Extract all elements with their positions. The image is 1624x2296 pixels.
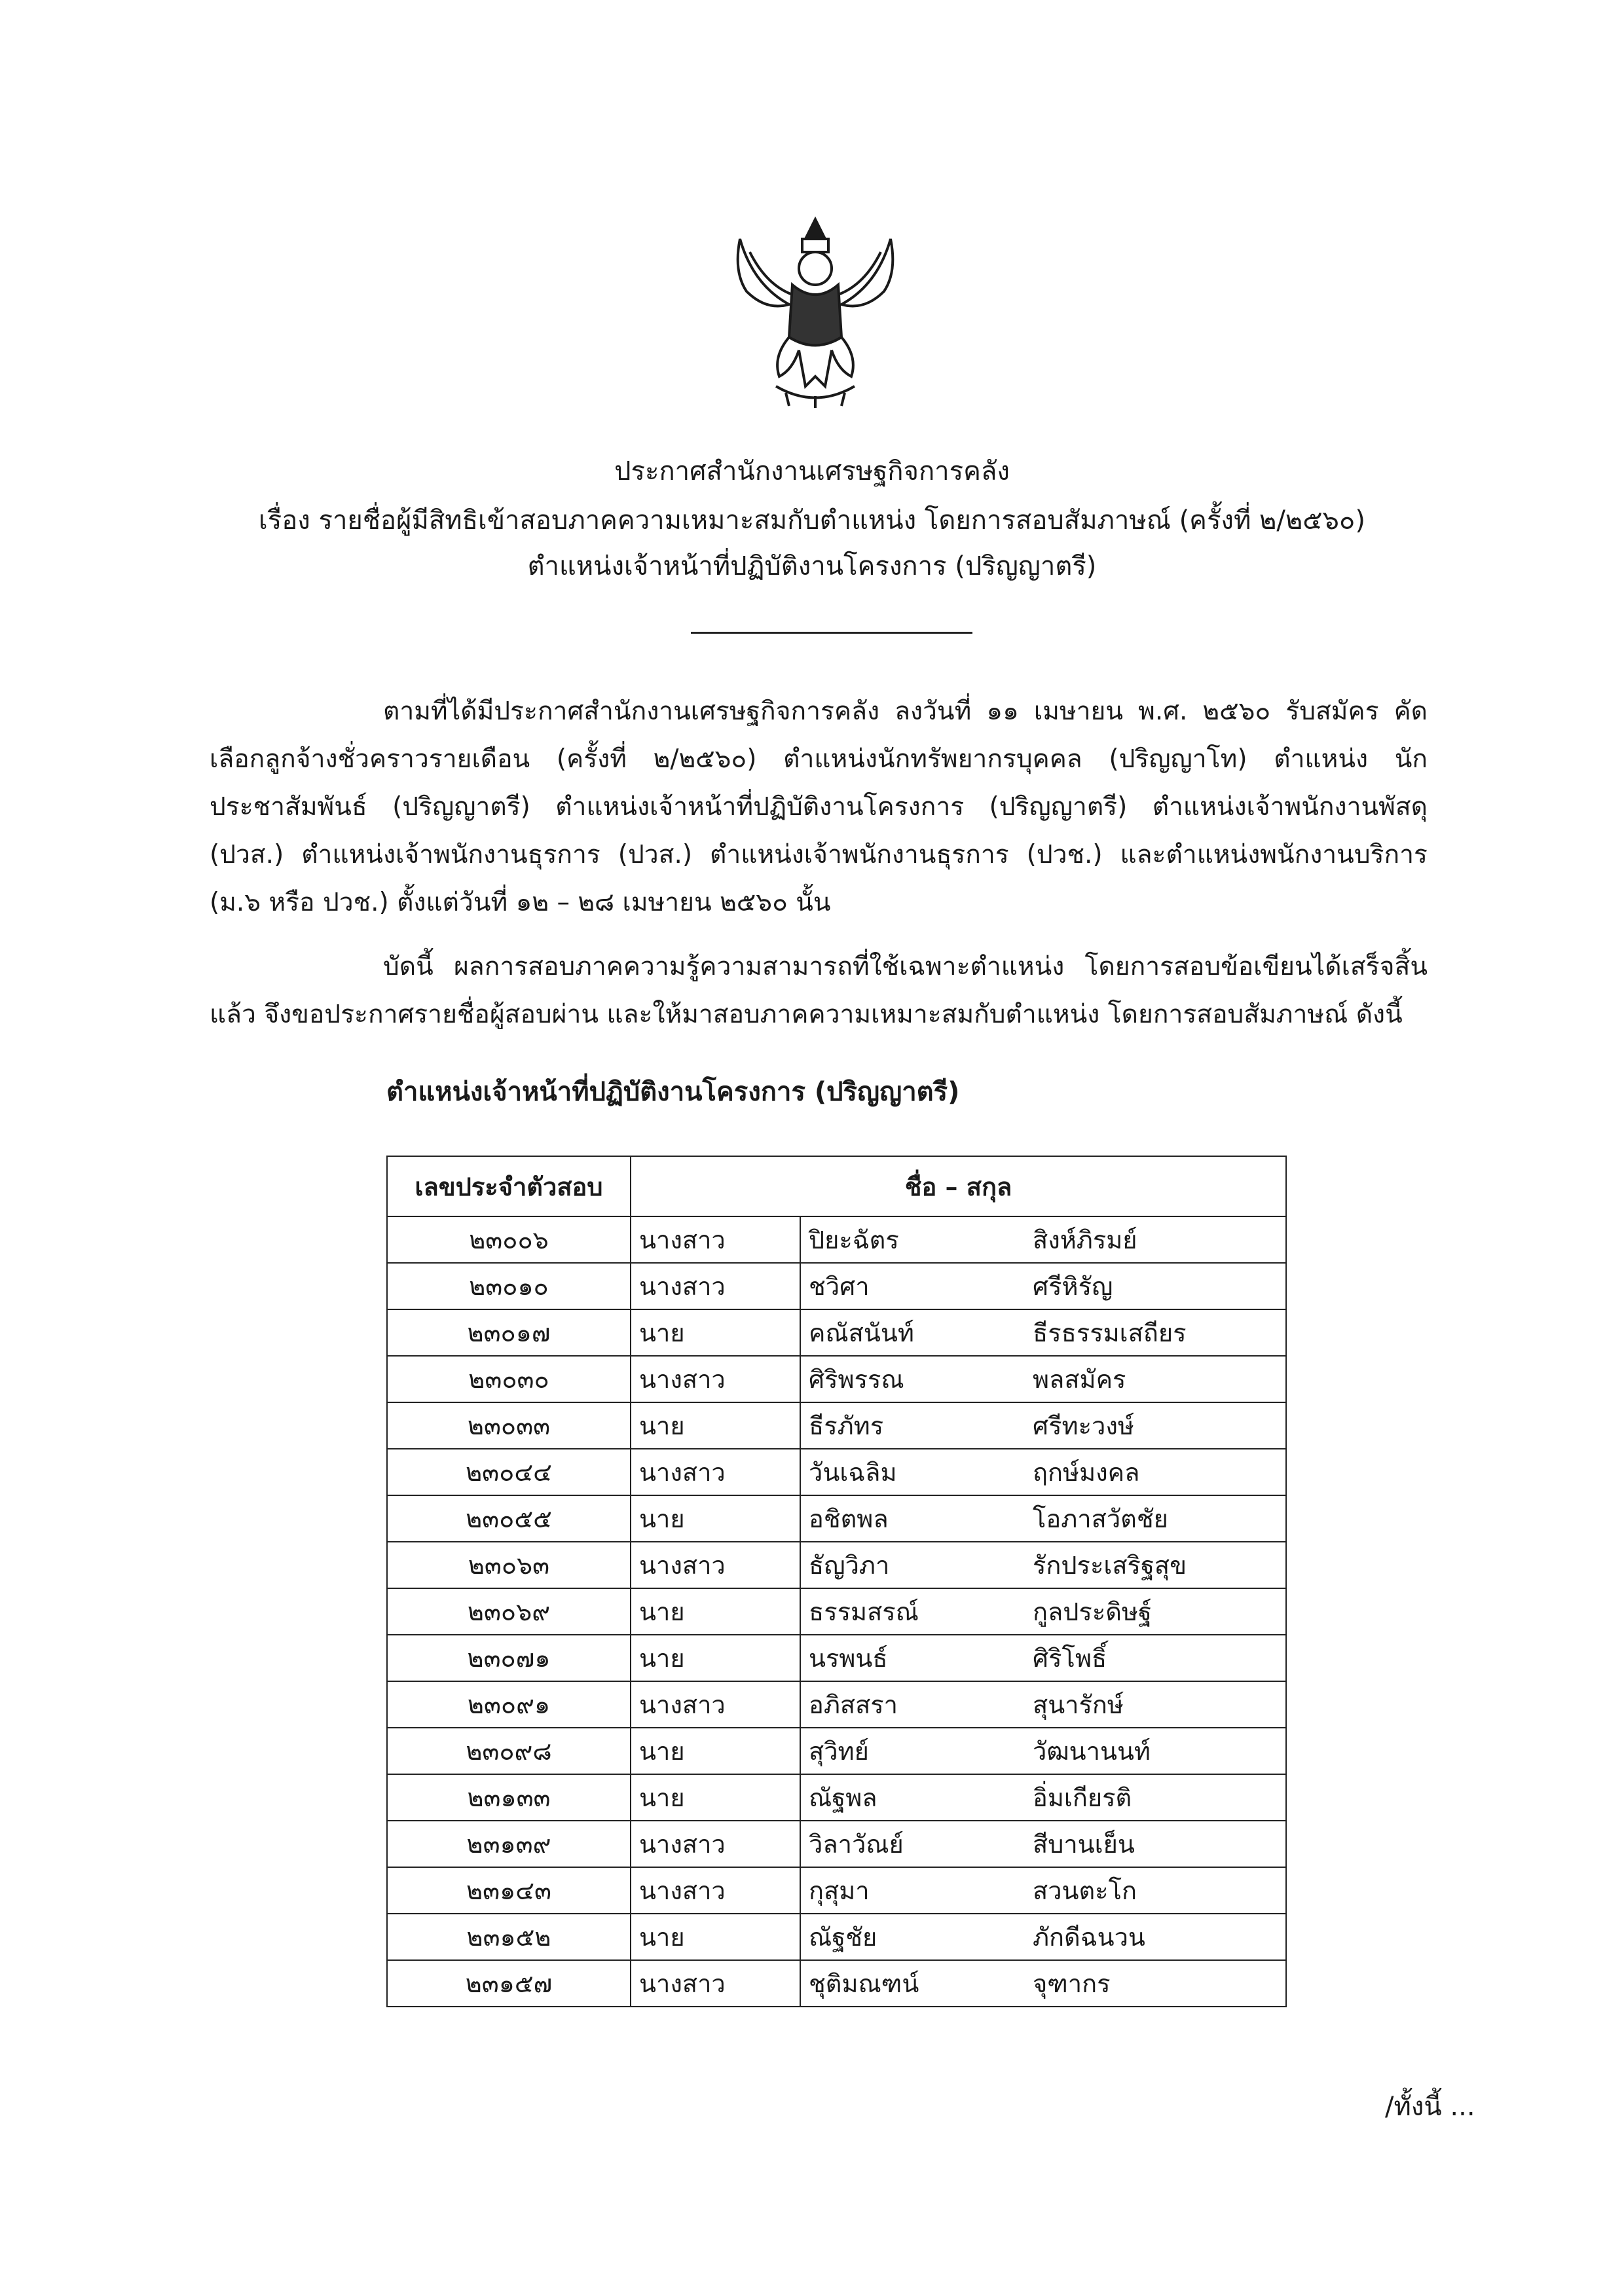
title-cell: นางสาว	[631, 1449, 800, 1495]
table-row	[387, 1402, 1286, 1449]
last-name-cell: ธีรธรรมเสถียร	[1025, 1309, 1286, 1356]
announcement-title: ประกาศสำนักงานเศรษฐกิจการคลัง	[614, 456, 1010, 486]
first-name-cell: สุวิทย์	[800, 1728, 1025, 1774]
title-cell: นาย	[631, 1728, 800, 1774]
body-paragraph-2: บัดนี้ ผลการสอบภาคความรู้ความสามารถที่ใช้เฉพาะตำแหน่ง โดยการสอบข้อเขียนได้เสร็จสิ้นแล้ว จึงขอประกาศรายชื่อผู้สอบผ่าน และให้มาสอบภาคความเหมาะสมกับตำแหน่ง โดยการสอบสัมภาษณ์ ดังนี้	[210, 952, 1428, 1029]
title-cell: นางสาว	[631, 1542, 800, 1588]
title-cell: นางสาว	[631, 1960, 800, 2007]
table-row	[387, 1774, 1286, 1821]
continuation-note: /ทั้งนี้ ...	[1385, 2092, 1475, 2122]
first-name-cell: ชุติมณฑน์	[800, 1960, 1025, 2007]
first-name-cell: ชวิศา	[800, 1263, 1025, 1309]
table-row	[387, 1821, 1286, 1867]
title-cell: นางสาว	[631, 1821, 800, 1867]
table-header-row	[387, 1156, 1286, 1216]
first-name-cell: ธรรมสรณ์	[800, 1588, 1025, 1635]
table-row	[387, 1681, 1286, 1728]
exam-id-cell: ๒๓๑๓๓	[387, 1774, 631, 1821]
table-row	[387, 1449, 1286, 1495]
exam-id-cell: ๒๓๐๑๐	[387, 1263, 631, 1309]
exam-id-cell: ๒๓๑๕๗	[387, 1960, 631, 2007]
first-name-cell: วันเฉลิม	[800, 1449, 1025, 1495]
last-name-cell: กูลประดิษฐ์	[1025, 1588, 1286, 1635]
first-name-cell: ศิริพรรณ	[800, 1356, 1025, 1402]
title-cell: นางสาว	[631, 1356, 800, 1402]
section-heading: ตำแหน่งเจ้าหน้าที่ปฏิบัติงานโครงการ (ปริญญาตรี)	[386, 1077, 960, 1107]
last-name-cell: สีบานเย็น	[1025, 1821, 1286, 1867]
table-row	[387, 1356, 1286, 1402]
title-cell: นางสาว	[631, 1216, 800, 1263]
table-row	[387, 1867, 1286, 1914]
title-cell: นางสาว	[631, 1867, 800, 1914]
exam-id-cell: ๒๓๐๙๘	[387, 1728, 631, 1774]
exam-id-cell: ๒๓๑๕๒	[387, 1914, 631, 1960]
exam-id-cell: ๒๓๑๓๙	[387, 1821, 631, 1867]
exam-id-cell: ๒๓๐๓๐	[387, 1356, 631, 1402]
table-row	[387, 1542, 1286, 1588]
first-name-cell: ธัญวิภา	[800, 1542, 1025, 1588]
title-cell: นางสาว	[631, 1263, 800, 1309]
table-row	[387, 1914, 1286, 1960]
last-name-cell: สุนารักษ์	[1025, 1681, 1286, 1728]
table-row	[387, 1728, 1286, 1774]
title-divider	[691, 632, 972, 634]
exam-id-cell: ๒๓๐๙๑	[387, 1681, 631, 1728]
last-name-cell: อิ่มเกียรติ	[1025, 1774, 1286, 1821]
last-name-cell: สิงห์ภิรมย์	[1025, 1216, 1286, 1263]
title-cell: นาย	[631, 1495, 800, 1542]
exam-id-cell: ๒๓๐๕๕	[387, 1495, 631, 1542]
first-name-cell: อภิสสรา	[800, 1681, 1025, 1728]
title-cell: นาย	[631, 1402, 800, 1449]
title-cell: นาย	[631, 1635, 800, 1681]
table-row	[387, 1495, 1286, 1542]
table-row	[387, 1635, 1286, 1681]
last-name-cell: ศรีหิรัญ	[1025, 1263, 1286, 1309]
exam-id-cell: ๒๓๐๓๓	[387, 1402, 631, 1449]
last-name-cell: สวนตะโก	[1025, 1867, 1286, 1914]
first-name-cell: ธีรภัทร	[800, 1402, 1025, 1449]
first-name-cell: วิลาวัณย์	[800, 1821, 1025, 1867]
header-id: เลขประจำตัวสอบ	[387, 1156, 631, 1216]
table-row	[387, 1216, 1286, 1263]
first-name-cell: ณัฐพล	[800, 1774, 1025, 1821]
announcement-position: ตำแหน่งเจ้าหน้าที่ปฏิบัติงานโครงการ (ปริญญาตรี)	[527, 551, 1097, 581]
last-name-cell: ศิริโพธิ์	[1025, 1635, 1286, 1681]
last-name-cell: โอภาสวัตชัย	[1025, 1495, 1286, 1542]
title-cell: นางสาว	[631, 1681, 800, 1728]
exam-id-cell: ๒๓๐๑๗	[387, 1309, 631, 1356]
first-name-cell: ปิยะฉัตร	[800, 1216, 1025, 1263]
last-name-cell: พลสมัคร	[1025, 1356, 1286, 1402]
first-name-cell: อชิตพล	[800, 1495, 1025, 1542]
first-name-cell: กุสุมา	[800, 1867, 1025, 1914]
first-name-cell: นรพนธ์	[800, 1635, 1025, 1681]
title-cell: นาย	[631, 1914, 800, 1960]
table-row	[387, 1588, 1286, 1635]
exam-id-cell: ๒๓๐๐๖	[387, 1216, 631, 1263]
last-name-cell: ภักดีฉนวน	[1025, 1914, 1286, 1960]
exam-id-cell: ๒๓๐๗๑	[387, 1635, 631, 1681]
title-cell: นาย	[631, 1774, 800, 1821]
title-cell: นาย	[631, 1309, 800, 1356]
last-name-cell: ศรีทะวงษ์	[1025, 1402, 1286, 1449]
exam-id-cell: ๒๓๐๔๔	[387, 1449, 631, 1495]
table-row	[387, 1960, 1286, 2007]
table-row	[387, 1263, 1286, 1309]
exam-id-cell: ๒๓๑๔๓	[387, 1867, 631, 1914]
last-name-cell: ฤกษ์มงคล	[1025, 1449, 1286, 1495]
garuda-emblem-icon	[727, 213, 904, 409]
last-name-cell: วัฒนานนท์	[1025, 1728, 1286, 1774]
title-cell: นาย	[631, 1588, 800, 1635]
exam-id-cell: ๒๓๐๖๓	[387, 1542, 631, 1588]
first-name-cell: คณัสนันท์	[800, 1309, 1025, 1356]
first-name-cell: ณัฐชัย	[800, 1914, 1025, 1960]
header-name: ชื่อ – สกุล	[631, 1156, 1286, 1216]
body-paragraph-1: ตามที่ได้มีประกาศสำนักงานเศรษฐกิจการคลัง ลงวันที่ ๑๑ เมษายน พ.ศ. ๒๕๖๐ รับสมัคร คัดเลือกลูกจ้างชั่วคราวรายเดือน (ครั้งที่ ๒/๒๕๖๐) ตำแหน่งนักทรัพยากรบุคคล (ปริญญาโท) ตำแหน่ง นักประชาสัมพันธ์ (ปริญญาตรี) ตำแหน่งเจ้าหน้าที่ปฏิบัติงานโครงการ (ปริญญาตรี) ตำแหน่งเจ้าพนักงานพัสดุ (ปวส.) ตำแหน่งเจ้าพนักงานธุรการ (ปวส.) ตำแหน่งเจ้าพนักงานธุรการ (ปวช.) และตำแหน่งพนักงานบริการ (ม.๖ หรือ ปวช.) ตั้งแต่วันที่ ๑๒ – ๒๘ เมษายน ๒๕๖๐ นั้น	[210, 697, 1428, 917]
last-name-cell: จุฑากร	[1025, 1960, 1286, 2007]
exam-id-cell: ๒๓๐๖๙	[387, 1588, 631, 1635]
table-row	[387, 1309, 1286, 1356]
candidate-table	[386, 1156, 1287, 2007]
announcement-subject: เรื่อง รายชื่อผู้มีสิทธิเข้าสอบภาคความเหมาะสมกับตำแหน่ง โดยการสอบสัมภาษณ์ (ครั้งที่ ๒/๒๕๖๐)	[259, 505, 1365, 536]
last-name-cell: รักประเสริฐสุข	[1025, 1542, 1286, 1588]
